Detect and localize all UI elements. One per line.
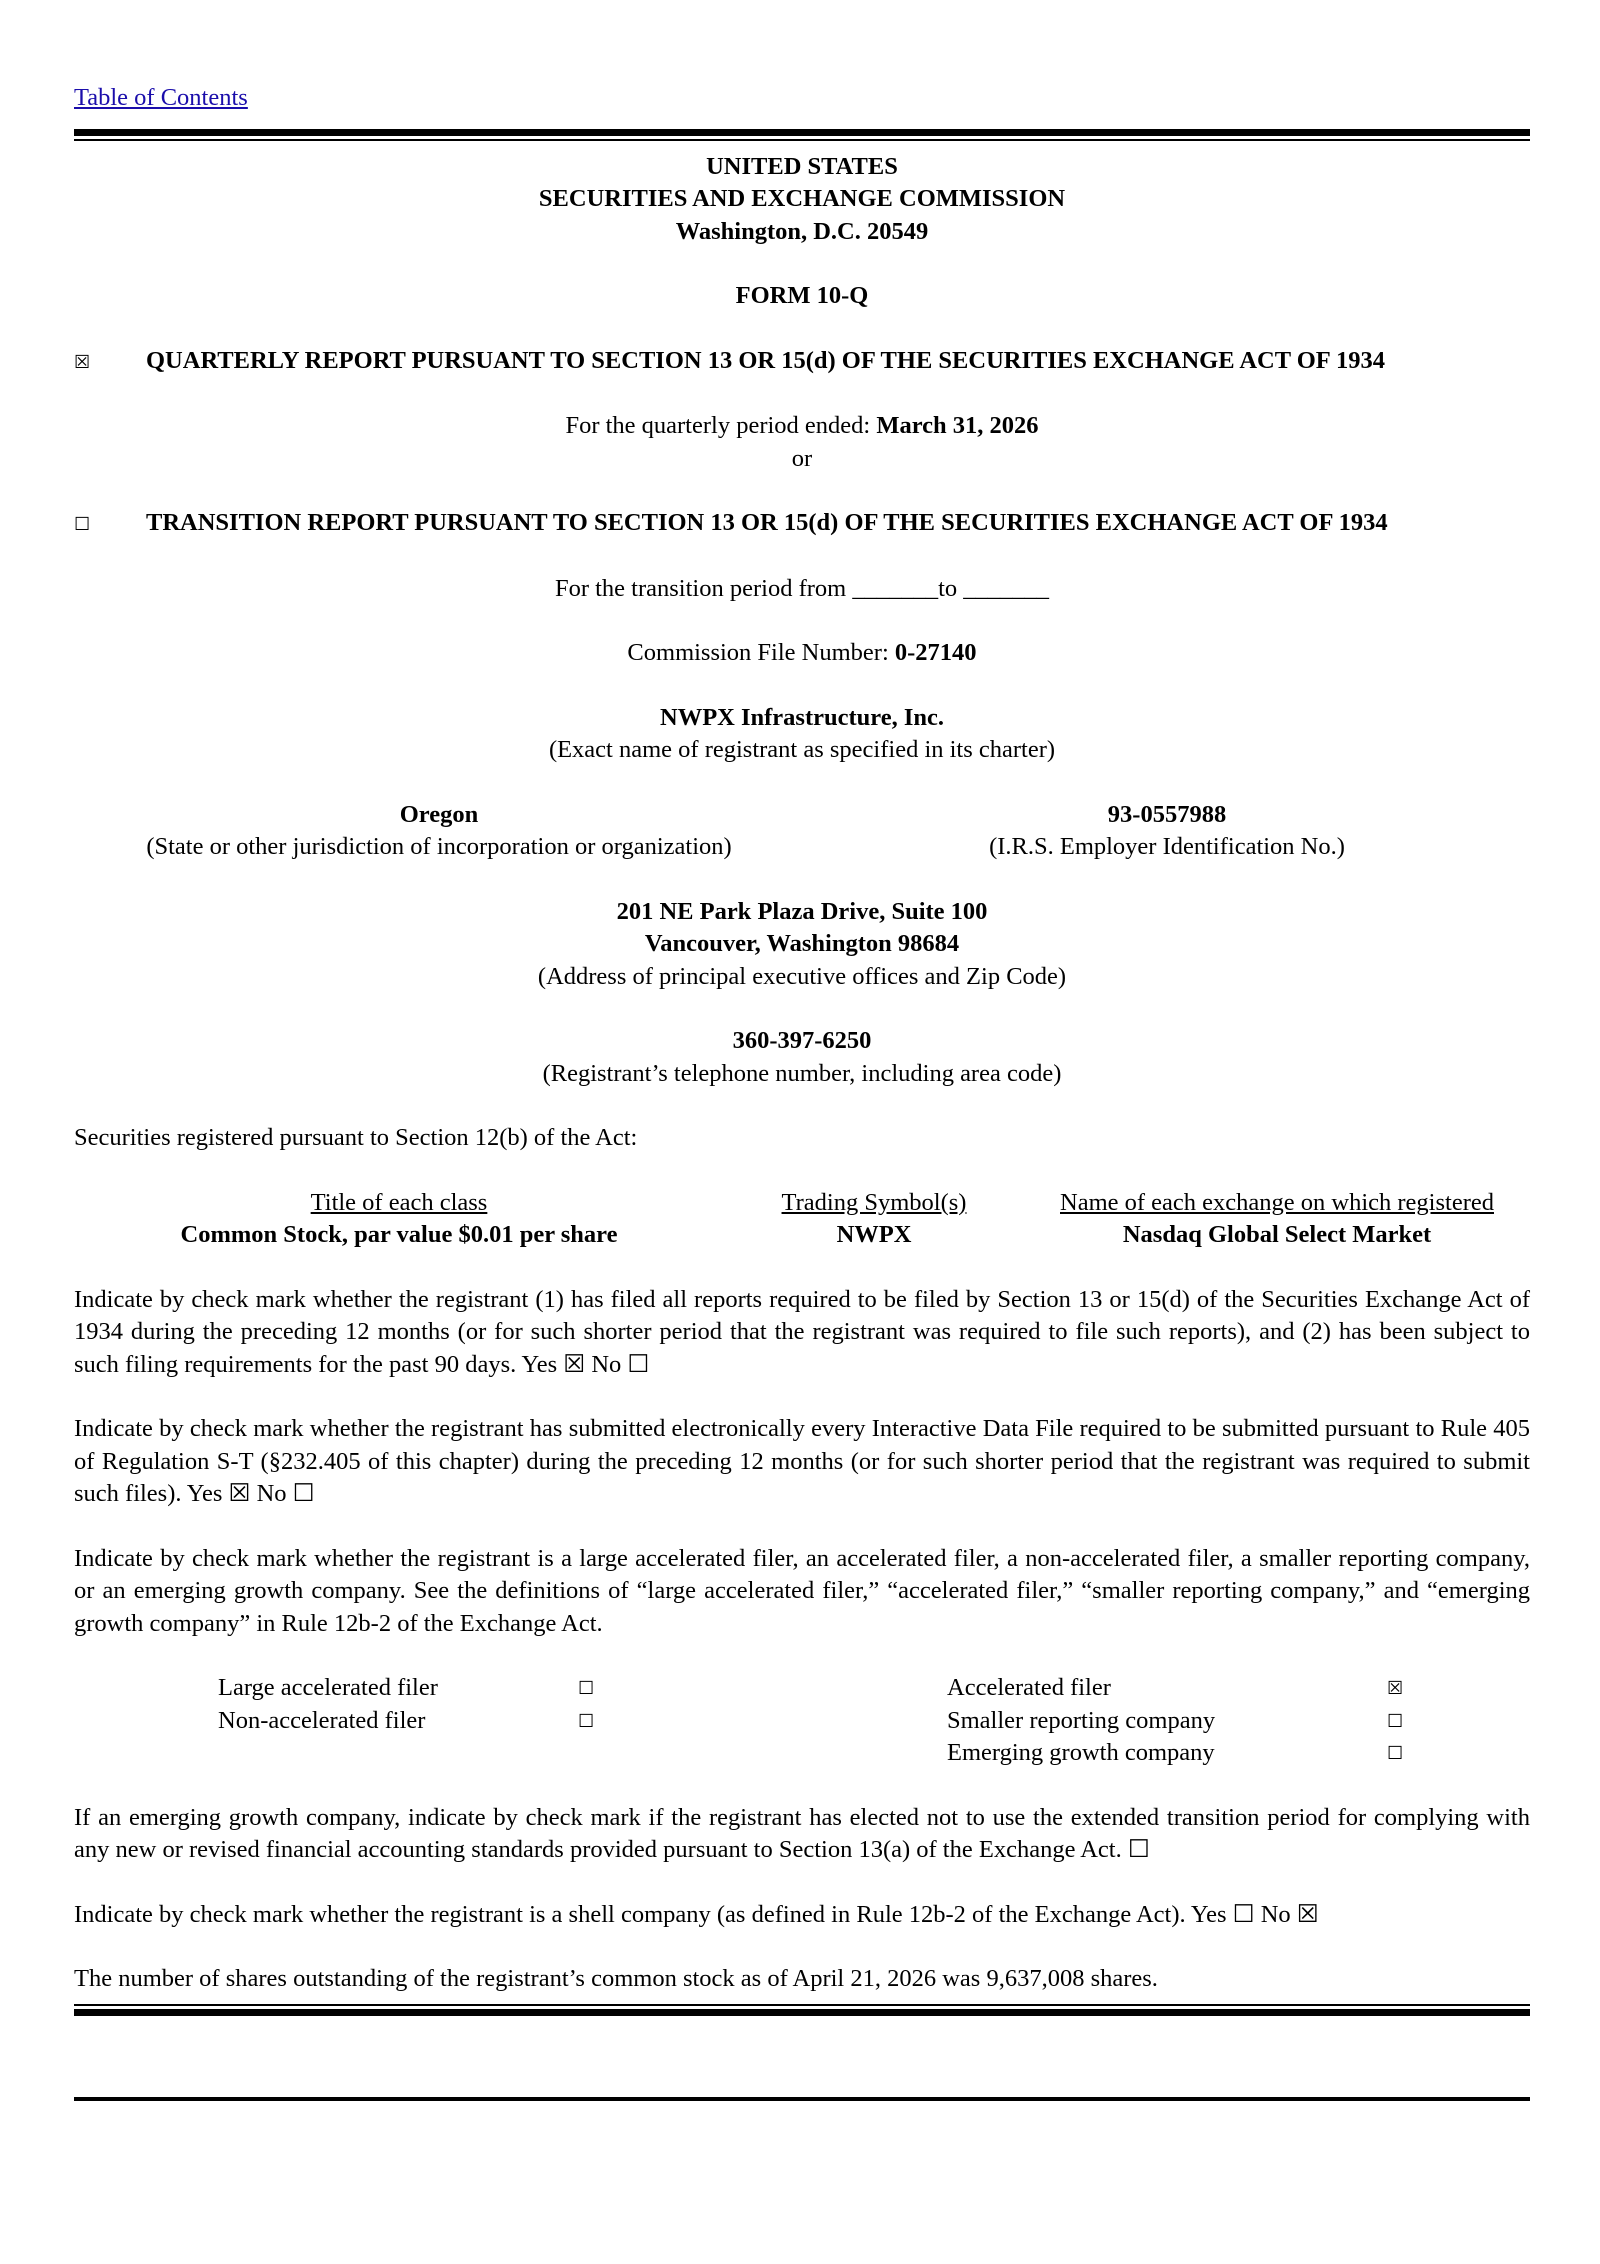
large-accelerated-filer-label: Large accelerated filer	[218, 1674, 438, 1701]
address-line-2: Vancouver, Washington 98684	[644, 930, 960, 957]
accelerated-filer-checkbox: ☒	[1387, 1678, 1404, 1698]
securities-header-title: Title of each class	[310, 1188, 488, 1216]
securities-col-symbol	[724, 1187, 1024, 1252]
commission-label: Commission File Number:	[627, 639, 895, 666]
shares-outstanding-paragraph: The number of shares outstanding of the registrant’s common stock as of April 21, 2026 was 9,637,008 shares.	[74, 1965, 1158, 1992]
accelerated-filer-label: Accelerated filer	[947, 1674, 1111, 1701]
shell-company-paragraph: Indicate by check mark whether the registrant is a shell company (as defined in Rule 12b-2 of the Exchange Act). Yes ☐ No ☒	[74, 1900, 1319, 1928]
securities-col-exchange	[1024, 1187, 1530, 1252]
ein-value: 93-0557988	[1107, 800, 1227, 828]
non-accelerated-filer-label: Non-accelerated filer	[218, 1706, 426, 1734]
ein-caption: (I.R.S. Employer Identification No.)	[989, 833, 1345, 860]
document-page	[74, 82, 1530, 2016]
address-block	[74, 896, 1530, 994]
commission-value: 0-27140	[894, 639, 977, 666]
securities-intro: Securities registered pursuant to Section 12(b) of the Act:	[74, 1124, 638, 1151]
state-caption: (State or other jurisdiction of incorporation or organization)	[146, 833, 732, 860]
filer-status-grid	[74, 1672, 1530, 1770]
phone-value: 360-397-6250	[732, 1027, 872, 1054]
table-of-contents-link[interactable]: Table of Contents	[74, 84, 248, 111]
quarterly-report-line	[74, 345, 1530, 379]
securities-cell-exchange: Nasdaq Global Select Market	[1122, 1221, 1432, 1248]
transition-checkbox: ☐	[74, 514, 91, 534]
form-title: FORM 10-Q	[735, 282, 869, 309]
phone-block	[74, 1025, 1530, 1090]
registrant-name-block	[74, 702, 1530, 767]
address-line-1: 201 NE Park Plaza Drive, Suite 100	[616, 897, 988, 925]
smaller-reporting-company-checkbox: ☐	[1387, 1710, 1404, 1731]
securities-cell-title: Common Stock, par value $0.01 per share	[180, 1221, 618, 1248]
quarterly-period-value: March 31, 2026	[876, 412, 1039, 439]
filing-status-paragraph: Indicate by check mark whether the registrant (1) has filed all reports required to be filed by Section 13 or 15(d) of the Securities Exchange Act of 1934 during the preceding 12 months (or for such shorter period that the registrant was required to file such reports), and (2) has been subject to such filing requirements for the past 90 days. Yes ☒ No ☐	[74, 1285, 1530, 1378]
emerging-growth-company-checkbox: ☐	[1387, 1743, 1404, 1763]
securities-header-symbol: Trading Symbol(s)	[781, 1188, 967, 1216]
state-ein-row	[74, 799, 1530, 864]
non-accelerated-filer-checkbox: ☐	[578, 1710, 595, 1731]
header-line-3: Washington, D.C. 20549	[675, 217, 929, 245]
top-double-rule	[74, 129, 1530, 141]
sec-header	[74, 151, 1530, 249]
ein-block	[804, 799, 1530, 864]
state-block	[74, 799, 804, 864]
securities-table	[74, 1187, 1530, 1252]
securities-col-title	[74, 1187, 724, 1252]
emerging-growth-company-label: Emerging growth company	[947, 1739, 1215, 1766]
quarterly-period-label: For the quarterly period ended:	[565, 412, 877, 439]
extended-transition-paragraph: If an emerging growth company, indicate by check mark if the registrant has elected not to use the extended transition period for complying with any new or revised financial accounting standards provided pursuant to Section 13(a) of the Exchange Act. ☐	[74, 1803, 1530, 1863]
securities-cell-symbol: NWPX	[836, 1221, 912, 1248]
transition-period: For the transition period from _______to _______	[554, 574, 1050, 602]
closing-double-rule	[74, 2004, 1530, 2016]
address-caption: (Address of principal executive offices and Zip Code)	[537, 962, 1067, 990]
or-text: or	[791, 444, 813, 472]
interactive-data-paragraph: Indicate by check mark whether the registrant has submitted electronically every Interactive Data File required to be submitted pursuant to Rule 405 of Regulation S-T (§232.405 of this chapter) during the preceding 12 months (or for such shorter period that the registrant was required to submit such files). Yes ☒ No ☐	[74, 1415, 1530, 1507]
securities-header-exchange: Name of each exchange on which registered	[1060, 1188, 1494, 1216]
quarterly-checkbox: ☒	[74, 351, 91, 372]
state-value: Oregon	[399, 800, 479, 828]
header-line-1: UNITED STATES	[706, 152, 898, 180]
page-bottom-rule	[74, 2097, 1530, 2101]
quarterly-report-text: QUARTERLY REPORT PURSUANT TO SECTION 13 OR 15(d) OF THE SECURITIES EXCHANGE ACT OF 1934	[146, 346, 1385, 374]
transition-report-line	[74, 507, 1530, 541]
commission-file-number	[74, 637, 1530, 670]
large-accelerated-filer-checkbox: ☐	[578, 1678, 595, 1698]
registrant-name: NWPX Infrastructure, Inc.	[660, 703, 944, 731]
filer-definition-paragraph: Indicate by check mark whether the registrant is a large accelerated filer, an accelerated filer, a non-accelerated filer, a smaller reporting company, or an emerging growth company. See the definitions of “large accelerated filer,” “accelerated filer,” “smaller reporting company,” and “emerging growth company” in Rule 12b-2 of the Exchange Act.	[74, 1544, 1530, 1637]
phone-caption: (Registrant’s telephone number, including area code)	[542, 1059, 1062, 1087]
transition-report-text: TRANSITION REPORT PURSUANT TO SECTION 13 OR 15(d) OF THE SECURITIES EXCHANGE ACT OF 1934	[146, 509, 1388, 536]
header-line-2: SECURITIES AND EXCHANGE COMMISSION	[538, 185, 1066, 212]
smaller-reporting-company-label: Smaller reporting company	[947, 1706, 1216, 1734]
quarterly-period	[74, 410, 1530, 443]
registrant-name-caption: (Exact name of registrant as specified in its charter)	[548, 736, 1056, 763]
